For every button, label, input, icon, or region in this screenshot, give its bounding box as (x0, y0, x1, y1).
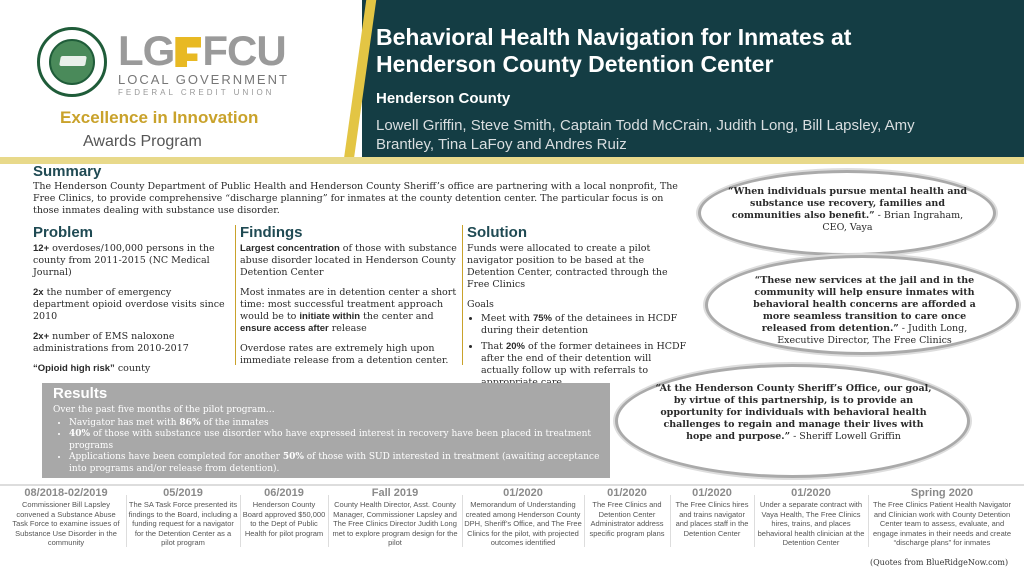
source-note: (Quotes from BlueRidgeNow.com) (870, 558, 1009, 567)
timeline-item: 01/2020 The Free Clinics and Detention Center Administrator address specific program plans (589, 487, 665, 538)
result-item: • Applications have been completed for another 50% of those with SUD interested in treatment (awaiting acceptance into programs and/or release from detention). (69, 452, 603, 475)
goals-list (467, 313, 692, 389)
page-title: Behavioral Health Navigation for Inmates at Henderson County Detention Center (376, 24, 852, 77)
quote-free-clinics: “These new services at the jail and in the community will help ensure inmates with behavioral health concerns are afforded a more seamless transition to care once released from detention.” - Judith Long, Executive Director, The Free Clinics (753, 275, 976, 346)
problem-item: “Opioid high risk” county (33, 363, 151, 374)
nc-state-icon (59, 56, 87, 66)
summary-text: The Henderson County Department of Public Health and Henderson County Sheriff’s office are partnering with a local nonprofit, The Free Clinics, to provide comprehensive “discharge planning” for inmates at the county detention center. The particular focus is on those inmates dealing with substance use disorder. (33, 181, 678, 216)
summary-heading: Summary (33, 163, 102, 180)
timeline-item: 05/2019 The SA Task Force presented its findings to the Board, including a funding request for a navigator for the Detention Center as a pilot program (128, 487, 238, 547)
quote-sheriff: “At the Henderson County Sheriff’s Office, our goal, by virtue of this partnership, is to provide an opportunity for individuals with behavioral health challenges to regain and manage their lives with hope and purpose.” - Sheriff Lowell Griffin (655, 383, 932, 442)
problem-list (33, 243, 228, 383)
county-name: Henderson County (376, 90, 511, 107)
results-list (53, 418, 603, 476)
problem-item: 2x the number of emergency department opioid overdose visits since 2010 (33, 287, 225, 322)
results-heading: Results (53, 385, 108, 402)
goal-item: • That 20% of the former detainees in HCDF after the end of their detention will actually follow up with referrals to (481, 341, 692, 389)
quote-vaya: “When individuals pursue mental health and substance use recovery, families and communities also benefit.” - Brian Ingraham, CEO, Vaya (727, 186, 968, 233)
timeline-item: 01/2020 The Free Clinics hires and trains navigator and places staff in the Detention Center (675, 487, 749, 538)
excellence-title: Excellence in Innovation (60, 108, 259, 127)
solution-text: Funds were allocated to create a pilot navigator position to be based at the Detention Center, contracted through the Free Clinics Goals • Meet with 75% of the detainees in HCDF during their detention • That 20% of the former detainees in HCDF after the end of their detention will actually follow up with referrals to (467, 243, 692, 393)
timeline-item: 01/2020 Memorandum of Understanding created among Henderson County DPH, Sheriff’s Office, and The Free Clinics for the pilot, with projected outcomes identified (464, 487, 582, 547)
goal-item: • Meet with 75% of the detainees in HCDF during their detention (481, 313, 692, 337)
findings-heading: Findings (240, 224, 303, 241)
findings-text: Largest concentration of those with substance abuse disorder located in Henderson County Detention Center Most inmates are in detention center a short time: most successful treatment approach would be to initiate within the center and ensure access after release Overdose rates are extremely high upon immediate release from a detention center. (240, 243, 457, 366)
column-divider (235, 225, 236, 365)
problem-heading: Problem (33, 224, 94, 241)
timeline-item: Fall 2019 County Health Director, Asst. County Manager, Commissioner Lapsley and The Free Clinics Director Judith Long met to explore program design for the pilot (332, 487, 458, 547)
timeline-item: 06/2019 Henderson County Board approved $50,000 to the Dept of Public Health for pilot program (242, 487, 326, 538)
lgfcu-logo: LG FCU LOCAL GOVERNMENT FEDERAL CREDIT UNION (118, 27, 289, 97)
result-item: • Navigator has met with 86% of the inmates (69, 418, 603, 430)
result-item: • 40% of those with substance use disorder who have expressed interest in recovery have been placed in treatment programs (69, 429, 603, 452)
header-divider (0, 157, 1024, 164)
authors: Lowell Griffin, Steve Smith, Captain Todd McCrain, Judith Long, Bill Lapsley, Amy Brantley, Tina LaFoy and Andres Ruiz (376, 117, 915, 153)
awards-subtitle: Awards Program (83, 133, 202, 150)
timeline-item: Spring 2020 The Free Clinics Patient Health Navigator and Clinician work with County Detention Center team to assess, evaluate, and engage inmates in their needs and create “discharge plans” for inmates (872, 487, 1011, 547)
results-body: Over the past five months of the pilot program… • Navigator has met with 86% of the inmates • 40% of those with substance use disorder who have expressed interest in recovery have been placed in treatment programs • Applications have been completed for another 50% of those with SUD interested in treatment (awaiting acceptance into programs and/or release from detention). (53, 405, 603, 475)
timeline-item: 01/2020 Under a separate contract with Vaya Health, The Free Clinics hires, trains, and places behavioral health clinician at the Detention Center (757, 487, 865, 547)
nc-association-seal (37, 27, 107, 97)
solution-heading: Solution (467, 224, 527, 241)
timeline-item: 08/2018-02/2019 Commissioner Bill Lapsley convened a Substance Abuse Task Force to examine issues of Substance Use Disorder in the community (12, 487, 120, 547)
problem-item: 12+ overdoses/100,000 persons in the county from 2011-2015 (NC Medical Journal) (33, 243, 215, 278)
problem-item: 2x+ number of EMS naloxone administrations from 2010-2017 (33, 331, 189, 354)
lgfcu-mark-icon (175, 37, 201, 67)
column-divider (462, 225, 463, 365)
branding-area (0, 0, 375, 162)
